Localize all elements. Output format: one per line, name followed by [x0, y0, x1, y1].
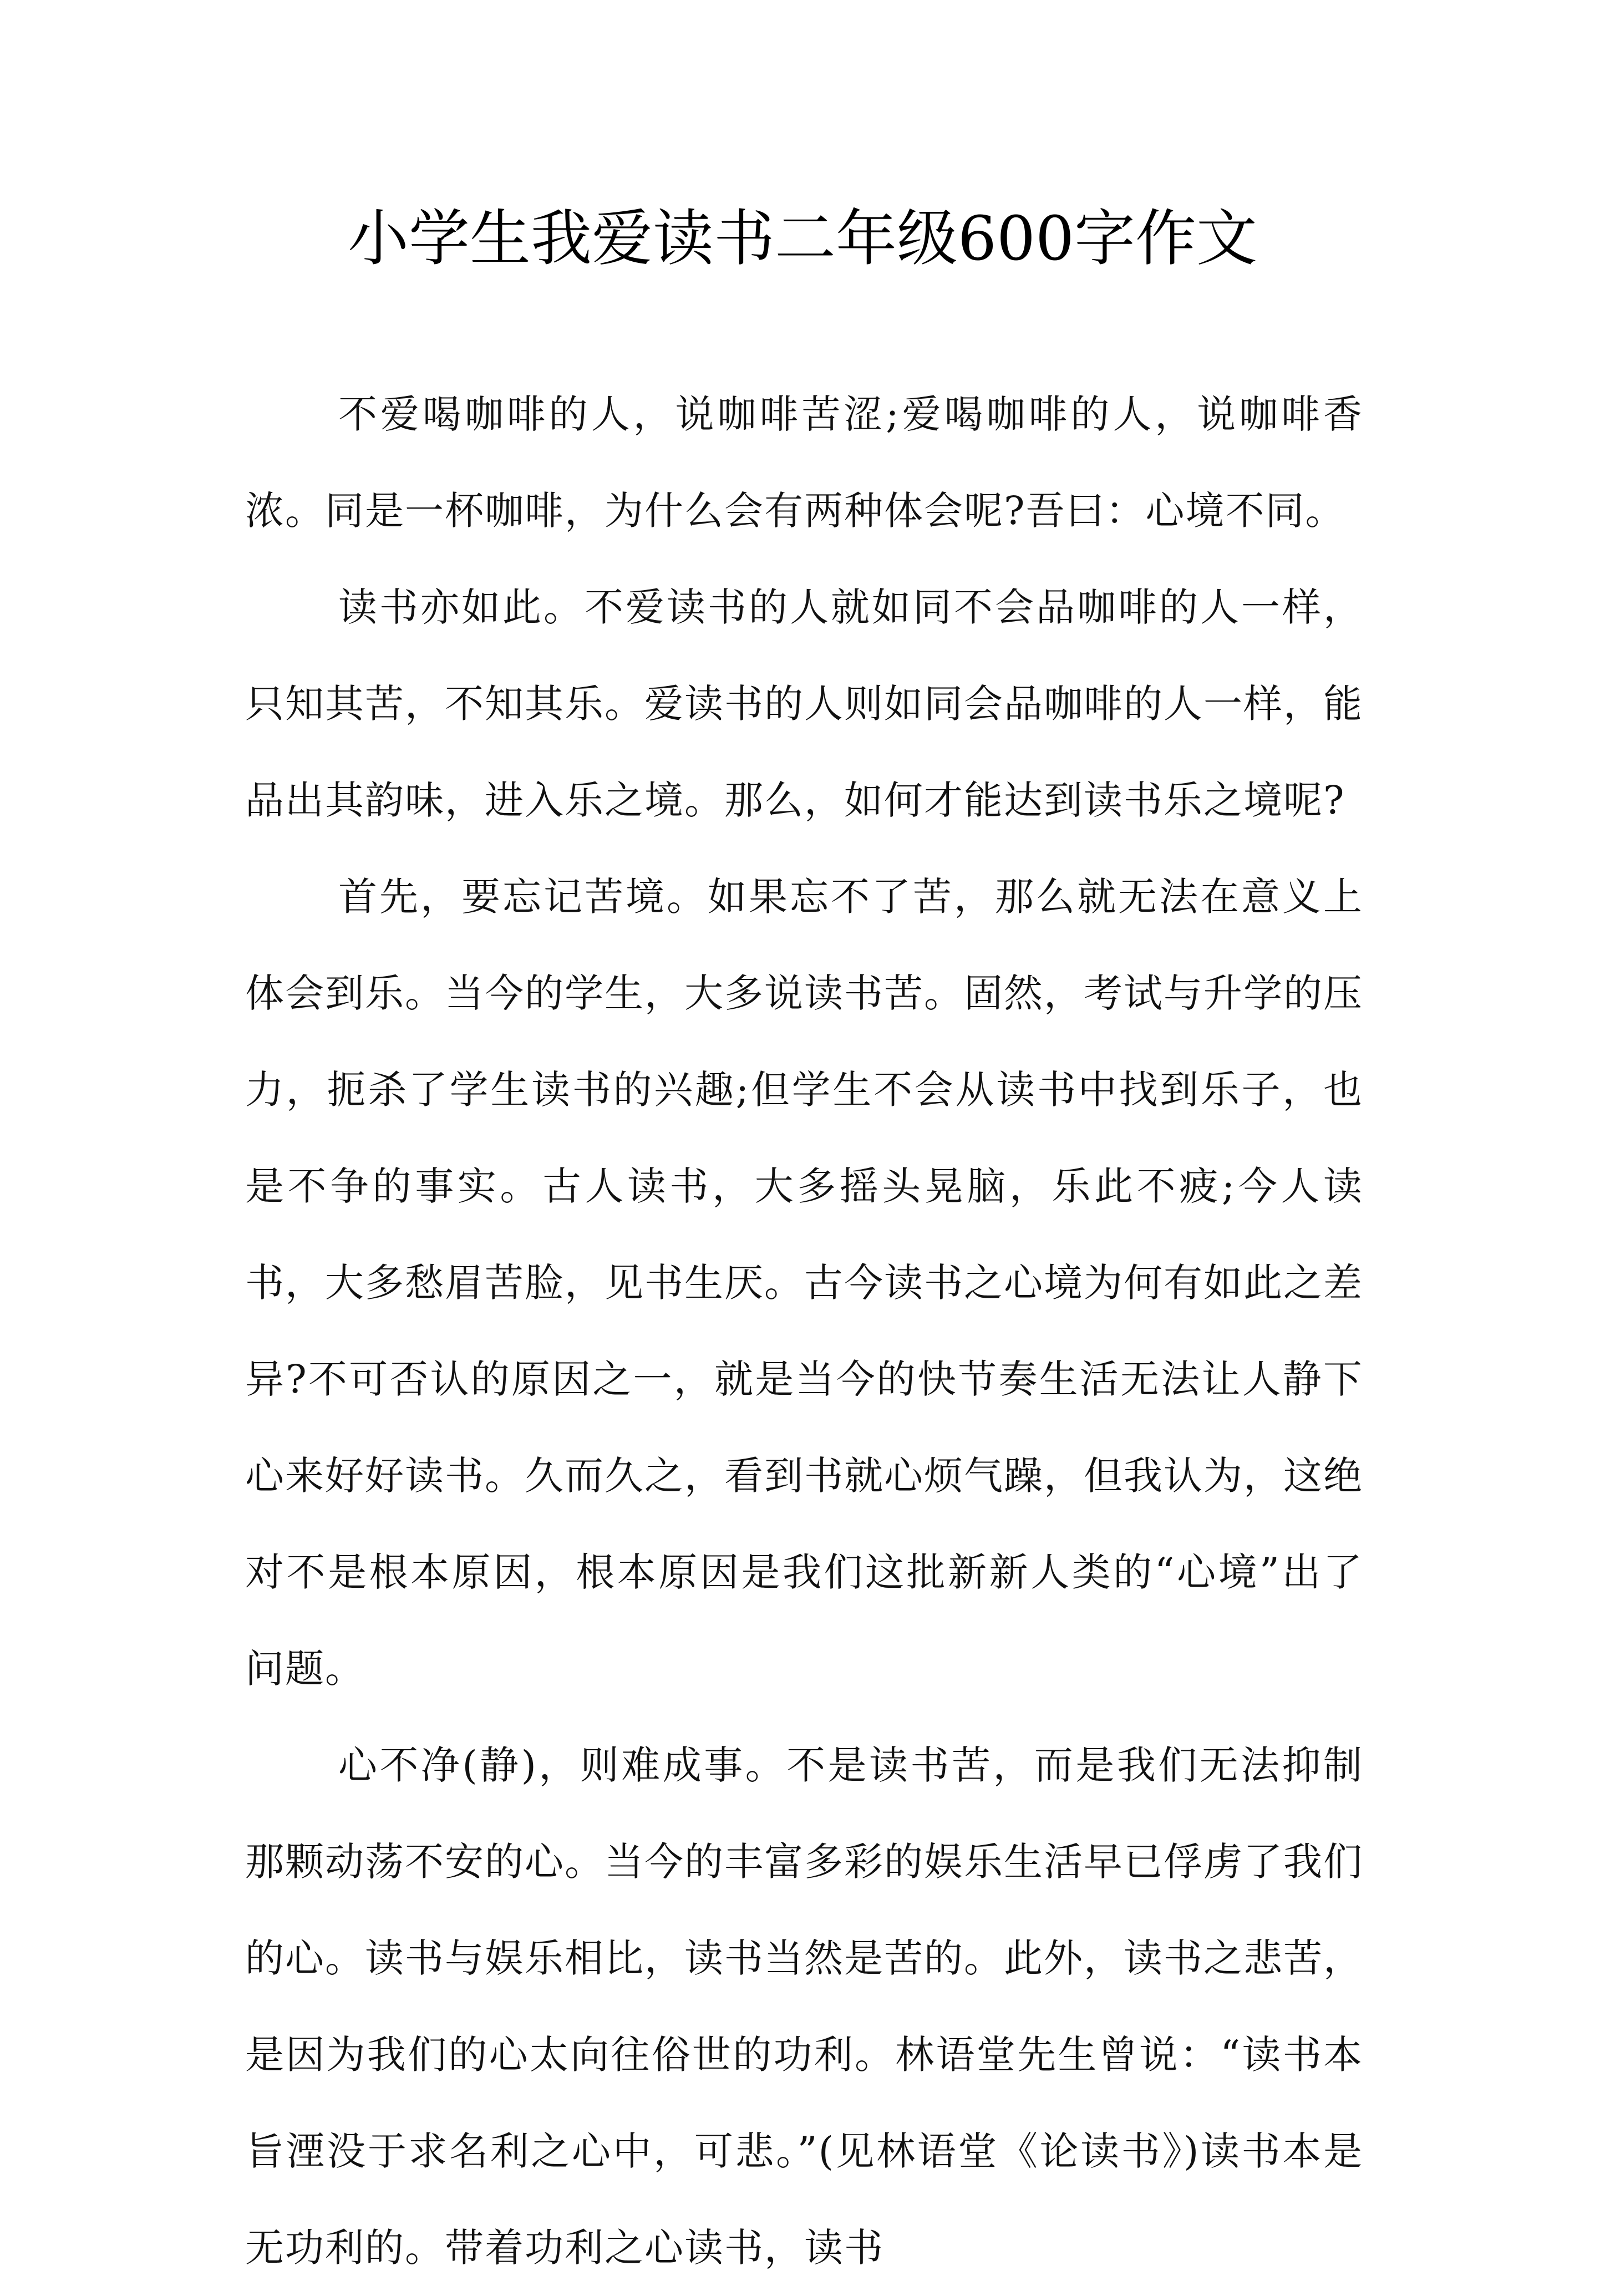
paragraph-2: 读书亦如此。不爱读书的人就如同不会品咖啡的人一样，只知其苦，不知其乐。爱读书的人则如同会品咖啡的人一样，能品出其韵味，进入乐之境。那么，如何才能达到读书乐之境呢?	[245, 585, 1363, 823]
paragraph-4: 心不净(静)，则难成事。不是读书苦，而是我们无法抑制那颗动荡不安的心。当今的丰富多彩的娱乐生活早已俘虏了我们的心。读书与娱乐相比，读书当然是苦的。此外，读书之悲苦，是因为我们的心太向往俗世的功利。林语堂先生曾说：“读书本旨湮没于求名利之心中，可悲。”(见林语堂《论读书》)读书本是无功利的。带着功利之心读书，读书	[245, 1743, 1363, 2270]
document-body	[245, 366, 1363, 2296]
paragraph-1: 不爱喝咖啡的人，说咖啡苦涩;爱喝咖啡的人，说咖啡香浓。同是一杯咖啡，为什么会有两种体会呢?吾曰：心境不同。	[245, 392, 1363, 534]
paragraph-3: 首先，要忘记苦境。如果忘不了苦，那么就无法在意义上体会到乐。当今的学生，大多说读书苦。固然，考试与升学的压力，扼杀了学生读书的兴趣;但学生不会从读书中找到乐子，也是不争的事实。古人读书，大多摇头晃脑，乐此不疲;今人读书，大多愁眉苦脸，见书生厌。古今读书之心境为何有如此之差异?不可否认的原因之一，就是当今的快节奏生活无法让人静下心来好好读书。久而久之，看到书就心烦气躁，但我认为，这绝对不是根本原因，根本原因是我们这批新新人类的“心境”出了问题。	[245, 874, 1363, 1691]
document-title: 小学生我爱读书二年级600字作文	[348, 203, 1257, 274]
